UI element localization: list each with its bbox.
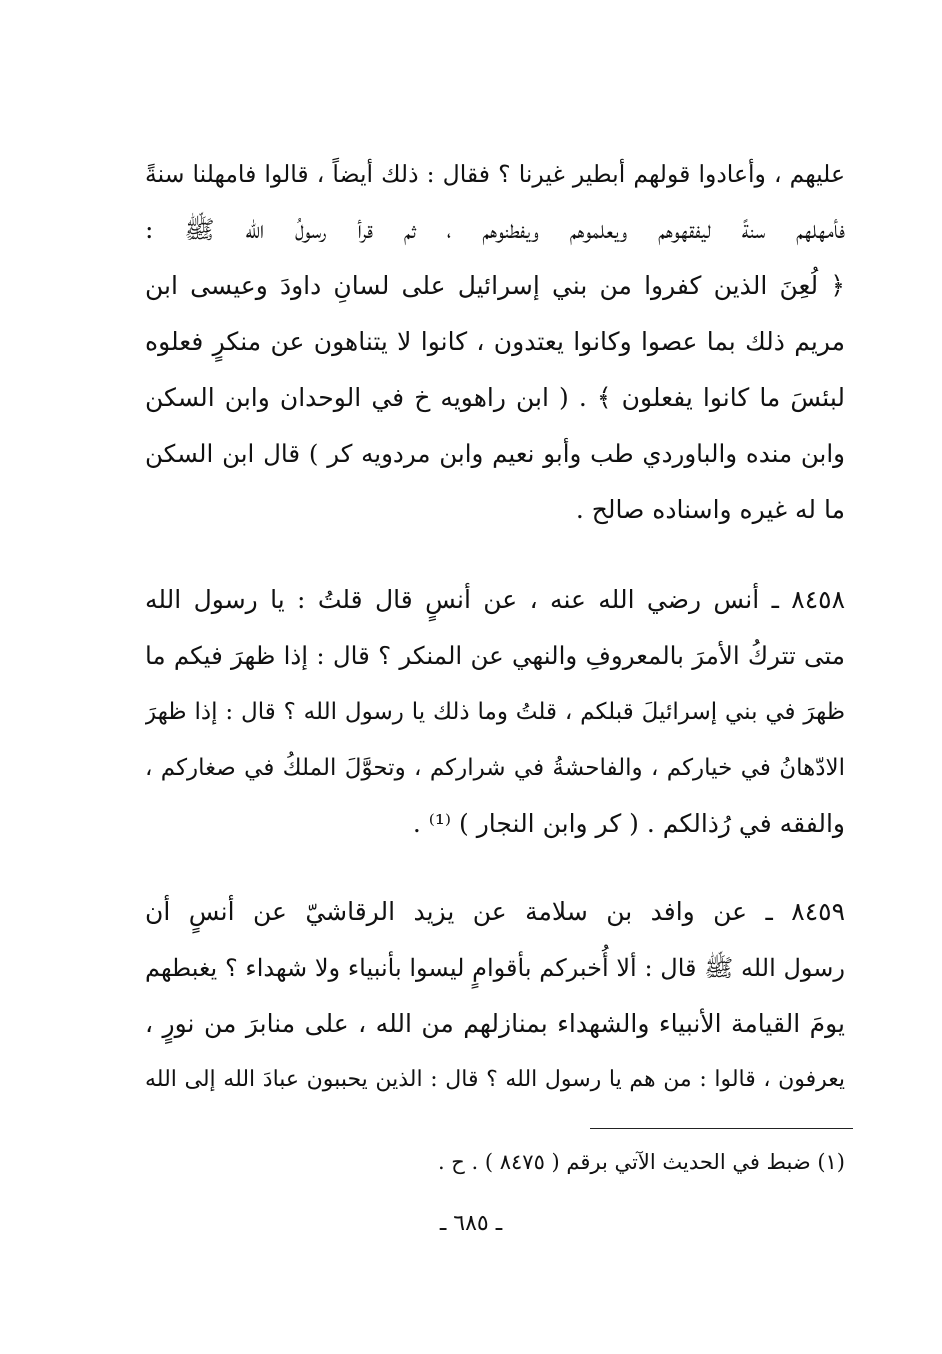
footnote-divider [590,1128,853,1129]
text-line: ﴿ لُعِنَ الذين كفروا من بني إسرائيل على لسانِ داودَ وعيسى ابن [145,271,845,300]
text-line: يعرفون ، قالوا : من هم يا رسول الله ؟ قال : الذين يحببون عبادَ الله إلى الله [145,1067,845,1092]
text-line: رسول الله ﷺ قال : ألا أُخبركم بأقوامٍ ليسوا بأنبياء ولا شهداء ؟ يغبطهم [145,954,845,982]
text-line: الادّهانُ في خياركم ، والفاحشةُ في شراركم ، وتحوَّلَ الملكُ في صغاركم ، [145,755,845,781]
text-line: ما له غيره واسناده صالح . [575,495,845,524]
text-line: متى تتركُ الأمرَ بالمعروفِ والنهي عن المنكر ؟ قال : إذا ظهرَ فيكم ما [145,641,845,670]
text-line: ظهرَ في بني إسرائيلَ قبلكم ، قلتُ وما ذلك يا رسول الله ؟ قال : إذا ظهرَ [145,699,845,725]
text-line: والفقه في رُذالكم . ( كر وابن النجار ) ⁽¹⁾ . [412,809,845,838]
paragraph-continuation [145,146,845,538]
text-line: لبئسَ ما كانوا يفعلون ﴾ . ( ابن راهويه خ في الوحدان وابن السكن [145,383,845,412]
text-line: يومَ القيامة الأنبياء والشهداء بمنازلهم من الله ، على منابرَ من نورٍ ، [145,1009,845,1038]
text-line: فأمهلهم سنةً ليفقهوهم ويعلموهم ويفطنوهم ، ثم قرأ رسولُ الله ﷺ : [145,215,845,244]
text-line: مريم ذلك بما عصوا وكانوا يعتدون ، كانوا لا يتناهون عن منكرٍ فعلوه [145,327,845,356]
text-line: وابن منده والباوردي طب وأبو نعيم وابن مردويه كر ) قال ابن السكن [145,439,845,468]
page-number: ـ ٦٨٥ ـ [439,1211,503,1236]
footnote: (١) ضبط في الحديث الآتي برقم ( ٨٤٧٥ ) . ح . [437,1150,845,1174]
text-line: ٨٤٥٩ ـ عن وافد بن سلامة عن يزيد الرقاشيّ عن أنسٍ أن [145,897,845,926]
text-line: عليهم ، وأعادوا قولهم أبطير غيرنا ؟ فقال : ذلك أيضاً ، قالوا فامهلنا سنةً [145,160,845,188]
text-line: ٨٤٥٨ ـ أنس رضي الله عنه ، عن أنسٍ قال قلتُ : يا رسول الله [145,585,845,614]
hadith-8459 [145,884,845,1108]
hadith-8458 [145,572,845,852]
